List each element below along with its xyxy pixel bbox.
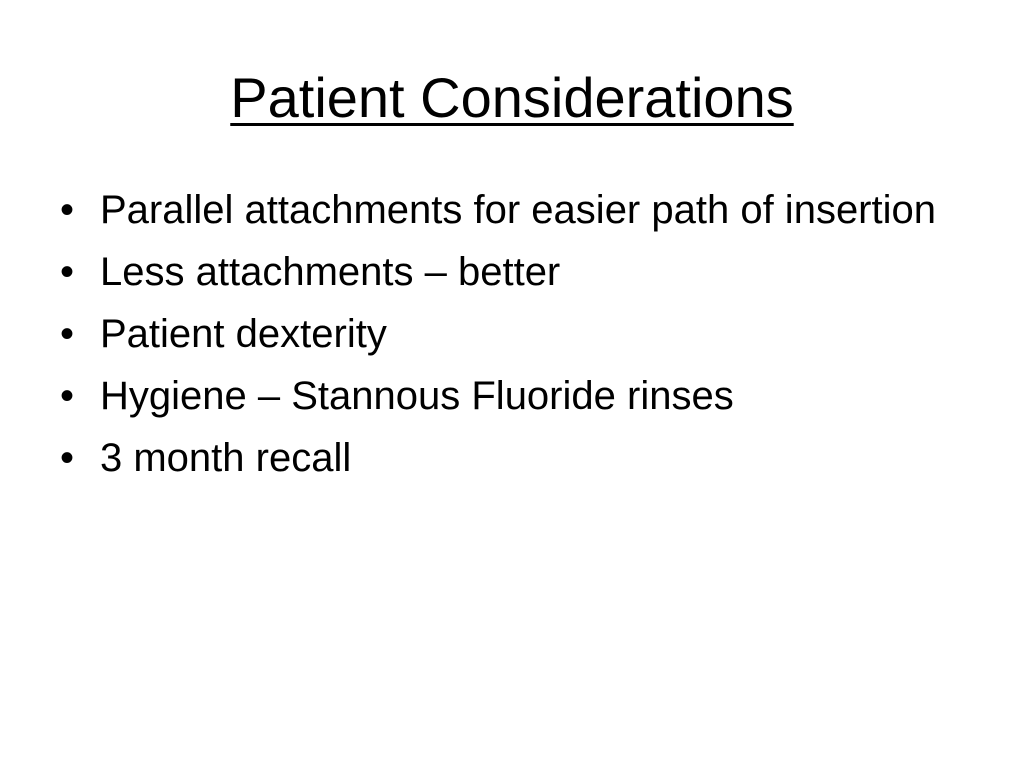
bullet-text: Patient dexterity: [100, 312, 387, 356]
bullet-dot-icon: •: [60, 436, 75, 480]
bullet-item: [60, 248, 960, 296]
bullet-item: [60, 186, 960, 234]
bullet-item: [60, 434, 960, 482]
bullet-dot-icon: •: [60, 188, 75, 232]
slide-title-text: Patient Considerations: [230, 66, 794, 129]
bullet-text: Less attachments – better: [100, 250, 561, 294]
bullet-item: [60, 372, 960, 420]
slide-title: [0, 62, 1024, 134]
bullet-text: Hygiene – Stannous Fluoride rinses: [100, 374, 734, 418]
bullet-text: Parallel attachments for easier path of insertion: [100, 188, 936, 232]
bullet-dot-icon: •: [60, 250, 75, 294]
bullet-list: [60, 186, 960, 496]
bullet-dot-icon: •: [60, 312, 75, 356]
bullet-item: [60, 310, 960, 358]
bullet-dot-icon: •: [60, 374, 75, 418]
bullet-text: 3 month recall: [100, 436, 352, 480]
